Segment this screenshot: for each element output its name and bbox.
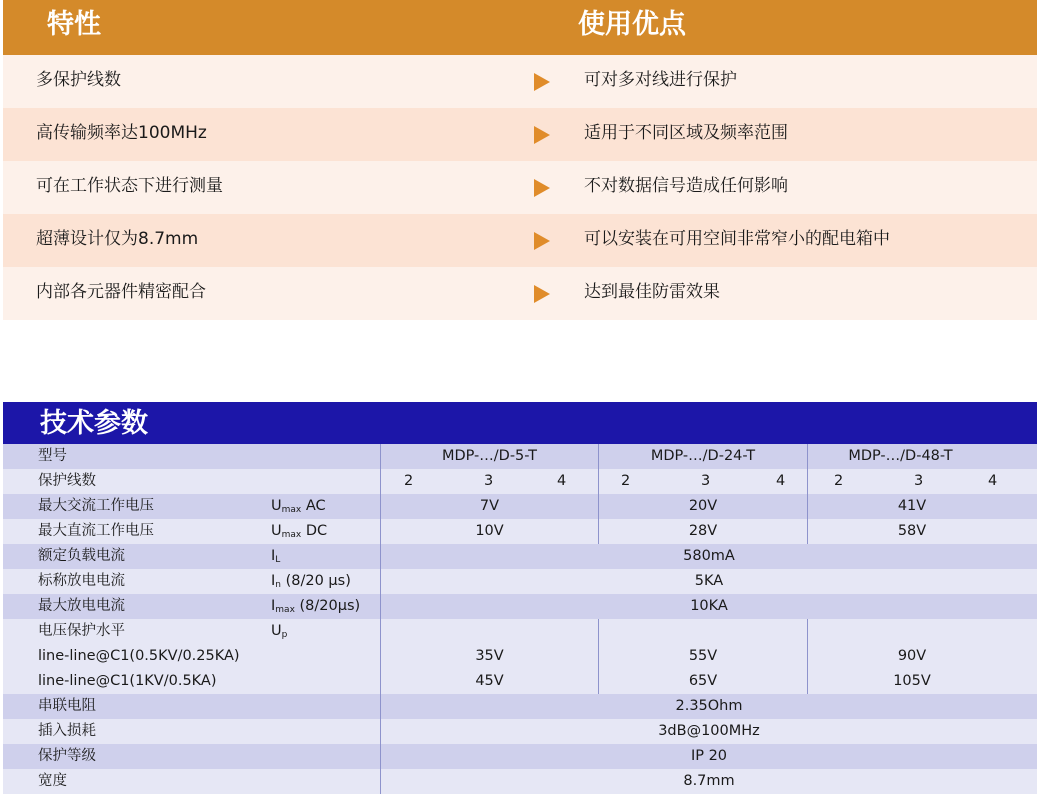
spec-row-width (3, 769, 1037, 794)
column-divider (380, 469, 381, 494)
spec-label: 保护等级 (38, 748, 96, 764)
benefit-text: 适用于不同区域及频率范围 (584, 123, 788, 143)
spec-value: 41V (897, 498, 927, 514)
features-header (3, 0, 1037, 55)
column-divider (807, 619, 808, 644)
spec-value: 45V (475, 673, 504, 689)
spec-label: 最大交流工作电压 (38, 498, 154, 514)
benefit-text: 不对数据信号造成任何影响 (584, 176, 788, 196)
spec-value: 105V (893, 673, 931, 689)
spec-value: IP 20 (690, 748, 728, 764)
spec-symbol: $I_{max}$ (8/20µs) (271, 598, 361, 615)
line-count: 3 (701, 473, 711, 489)
spec-row-umax-dc (3, 519, 1037, 544)
spec-label: line-line@C1(0.5KV/0.25KA) (38, 648, 240, 664)
spec-value: 10V (475, 523, 504, 539)
benefit-text: 达到最佳防雷效果 (584, 282, 720, 302)
specs-table (3, 402, 1037, 794)
triangle-right-icon (534, 285, 550, 303)
column-divider (380, 619, 381, 644)
spec-row-protection-level (3, 619, 1037, 644)
spec-value: 55V (688, 648, 718, 664)
spec-symbol: $U_{max}$ DC (271, 523, 328, 540)
benefit-text: 可以安装在可用空间非常窄小的配电箱中 (584, 229, 890, 249)
spec-label: 最大放电电流 (38, 598, 125, 614)
model-name: MDP-…/D-24-T (650, 448, 756, 464)
feature-text: 多保护线数 (36, 70, 121, 90)
spec-value: 5KA (694, 573, 724, 589)
spec-value: 28V (688, 523, 718, 539)
features-table (3, 0, 1037, 320)
line-count: 2 (834, 473, 844, 489)
spec-value: 20V (688, 498, 718, 514)
spec-row-series-resistance (3, 694, 1037, 719)
spec-value: 58V (897, 523, 927, 539)
spec-label: 最大直流工作电压 (38, 523, 154, 539)
spec-label: 串联电阻 (38, 698, 96, 714)
spec-label: line-line@C1(1KV/0.5KA) (38, 673, 217, 689)
feature-row (3, 267, 1037, 320)
spec-value: 7V (479, 498, 500, 514)
spec-row-max-discharge (3, 594, 1037, 619)
spec-row-ip-rating (3, 744, 1037, 769)
spec-label: 保护线数 (38, 473, 96, 489)
triangle-right-icon (534, 126, 550, 144)
spec-symbol: $U_p$ (271, 623, 288, 640)
feature-row (3, 161, 1037, 214)
spec-value: 8.7mm (683, 773, 735, 789)
feature-text: 内部各元器件精密配合 (36, 282, 206, 302)
line-count: 4 (988, 473, 998, 489)
spec-row-nominal-discharge (3, 569, 1037, 594)
spec-label: 额定负载电流 (38, 548, 125, 564)
spec-row-umax-ac (3, 494, 1037, 519)
line-count: 3 (914, 473, 924, 489)
model-name: MDP-…/D-5-T (441, 448, 538, 464)
spec-label: 插入损耗 (38, 723, 96, 739)
spec-value: 580mA (683, 548, 735, 564)
spec-value: 10KA (690, 598, 728, 614)
line-count: 4 (776, 473, 786, 489)
features-heading: 特性 (47, 9, 101, 40)
spec-label: 标称放电电流 (38, 573, 125, 589)
spec-symbol: $I_n$ (8/20 µs) (271, 573, 351, 590)
benefits-heading: 使用优点 (578, 9, 686, 40)
line-count: 3 (484, 473, 494, 489)
line-count: 2 (621, 473, 631, 489)
triangle-right-icon (534, 73, 550, 91)
column-divider (807, 469, 808, 494)
feature-text: 超薄设计仅为8.7mm (36, 229, 199, 249)
feature-text: 高传输频率达100MHz (36, 123, 207, 143)
spec-label: 宽度 (38, 773, 67, 789)
spec-row-rated-current (3, 544, 1037, 569)
spec-value: 35V (475, 648, 504, 664)
spec-label: 电压保护水平 (38, 623, 125, 639)
spec-row-up-c1-low (3, 644, 1037, 669)
line-count: 4 (557, 473, 567, 489)
spec-symbol: $U_{max}$ AC (271, 498, 326, 515)
column-divider (598, 469, 599, 494)
feature-row (3, 55, 1037, 108)
triangle-right-icon (534, 179, 550, 197)
spec-value: 3dB@100MHz (658, 723, 760, 739)
spec-symbol: $I_L$ (271, 548, 281, 565)
spec-value: 65V (688, 673, 718, 689)
triangle-right-icon (534, 232, 550, 250)
spec-row-insertion-loss (3, 719, 1037, 744)
feature-row (3, 108, 1037, 161)
benefit-text: 可对多对线进行保护 (584, 70, 737, 90)
spec-row-model (3, 444, 1037, 469)
specs-heading: 技术参数 (40, 408, 148, 439)
column-divider (598, 619, 599, 644)
model-name: MDP-…/D-48-T (848, 448, 953, 464)
specs-header (3, 402, 1037, 444)
spec-value: 90V (897, 648, 927, 664)
spec-value: 2.35Ohm (675, 698, 743, 714)
spec-row-up-c1-high (3, 669, 1037, 694)
feature-text: 可在工作状态下进行测量 (36, 176, 223, 196)
line-count: 2 (404, 473, 414, 489)
feature-row (3, 214, 1037, 267)
spec-label: 型号 (38, 448, 67, 464)
spec-row-lines (3, 469, 1037, 494)
